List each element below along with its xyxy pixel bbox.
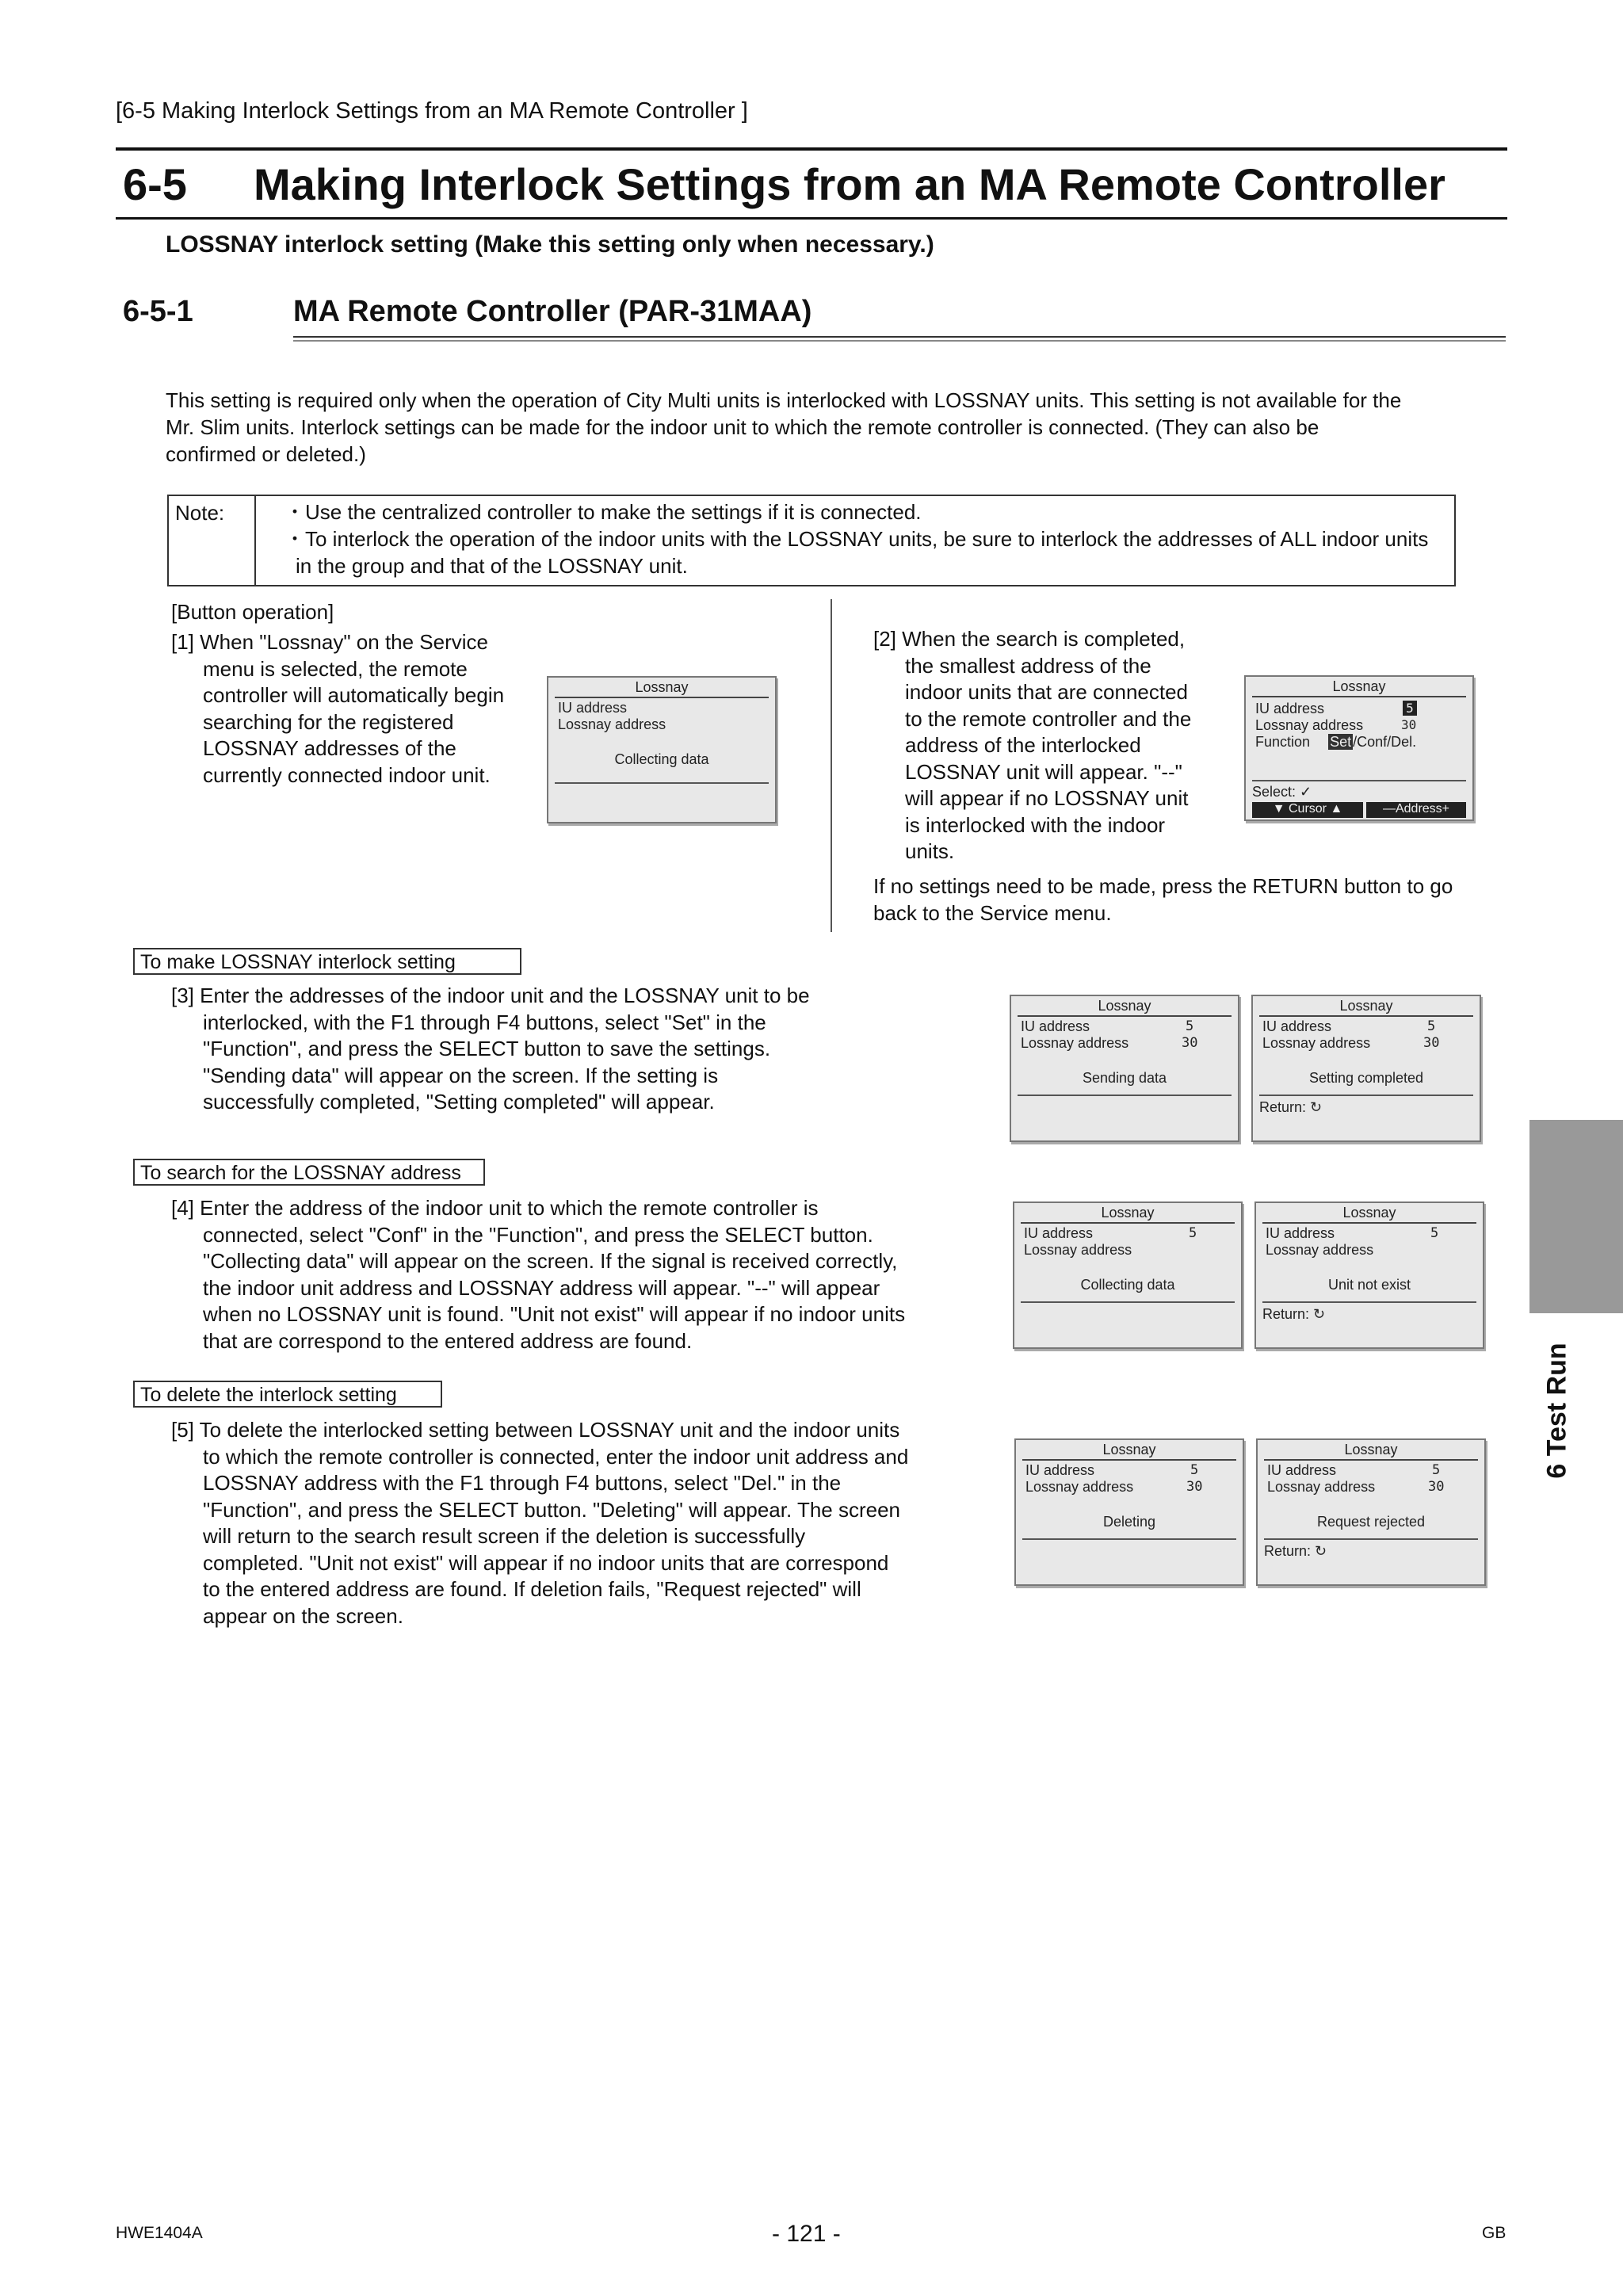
button-operation-label: [Button operation] (171, 600, 334, 624)
column-divider (831, 599, 832, 932)
side-tab-label: 6 Test Run (1541, 1343, 1572, 1479)
note-item: ・Use the centralized controller to make the settings if it is connected. (285, 500, 922, 524)
lcd-screen-not-exist: Lossnay IU address Lossnay address 5 Unit not exist Return: ↻ (1254, 1201, 1484, 1349)
region-code: GB (1482, 2224, 1507, 2242)
lcd-screen-search-result: Lossnay IU address Lossnay address Function Set /Conf/Del. 5 30 Select: ✓ ▼ Cursor ▲ —Address+ (1244, 675, 1474, 821)
label-make-setting: To make LOSSNAY interlock setting (133, 948, 521, 975)
header-rule (116, 147, 1507, 151)
running-header: [6-5 Making Interlock Settings from an MA Remote Controller ] (116, 98, 748, 124)
side-tab-marker (1529, 1120, 1623, 1313)
step-5: [5] To delete the interlocked setting between LOSSNAY unit and the indoor units to which the remote controller is connected, enter the indoor unit address and LOSSNAY address with the F1 through F4 buttons, select "Del." in the "Function", and press the SELECT button. "Deleting" will appear. The screen will return to the search result screen if the deletion is successfully completed. "Unit not exist" will appear if no indoor units that are correspond to the entered address are found. If deletion fails, "Request rejected" will appear on the screen. (171, 1418, 909, 1628)
page-number: - 121 - (772, 2221, 841, 2247)
step-2-after: If no settings need to be made, press the RETURN button to go back to the Service menu. (873, 874, 1453, 925)
step-4: [4] Enter the address of the indoor unit to which the remote controller is connected, select "Conf" in the "Function", and press the SELECT button. "Collecting data" will appear on the screen. If the signal is received correctly, the indoor unit address and LOSSNAY address will appear. "--" will appear when no LOSSNAY unit is found. "Unit not exist" will appear if no indoor units that are correspond to the entered address are found. (171, 1196, 906, 1353)
step-3: [3] Enter the addresses of the indoor unit and the LOSSNAY unit to be interlocked, with the F1 through F4 buttons, select "Set" in the "Function", and press the SELECT button to save the settings. "Sending data" will appear on the screen. If the setting is successfully completed, "Setting completed" will appear. (171, 984, 810, 1114)
note-item: ・To interlock the operation of the indoor units with the LOSSNAY units, be sure to interlock the addresses of ALL indoor units in the group and that of the LOSSNAY unit. (285, 527, 1429, 578)
step-2: [2] When the search is completed, the smallest address of the indoor units that are connected to the remote controller and the address of the interlocked LOSSNAY unit will appear. "--" will appear if no LOSSNAY unit is interlocked with the indoor units. (873, 627, 1192, 863)
subsection-title: MA Remote Controller (PAR-31MAA) (293, 295, 812, 328)
return-icon: ↻ (1313, 1306, 1326, 1322)
intro-paragraph: This setting is required only when the operation of City Multi units is interlocked with LOSSNAY units. This setting is not available for the Mr. Slim units. Interlock settings can be made for the indoor unit to which the remote controller is connected. (They can also be confirmed or deleted.) (166, 388, 1402, 466)
step-1: [1] When "Lossnay" on the Service menu is selected, the remote controller will automatically begin searching for the registered LOSSNAY addresses of the currently connected indoor unit. (171, 630, 505, 787)
return-icon: ↻ (1310, 1099, 1323, 1115)
doc-code: HWE1404A (116, 2224, 203, 2242)
note-divider (254, 496, 256, 585)
lcd-screen-collecting-2: Lossnay IU address Lossnay address 5 Collecting data (1013, 1201, 1243, 1349)
section-title: Making Interlock Settings from an MA Remote Controller (254, 159, 1445, 209)
note-box (167, 495, 1456, 586)
lead-text: LOSSNAY interlock setting (Make this setting only when necessary.) (166, 231, 934, 258)
section-number: 6-5 (123, 159, 187, 209)
lcd-screen-deleting: Lossnay IU address Lossnay address 5 30 Deleting (1014, 1438, 1244, 1586)
subsection-number: 6-5-1 (123, 295, 193, 328)
label-delete: To delete the interlock setting (133, 1381, 442, 1408)
lcd-screen-completed: Lossnay IU address Lossnay address 5 30 Setting completed Return: ↻ (1251, 995, 1481, 1142)
lcd-screen-sending: Lossnay IU address Lossnay address 5 30 Sending data (1010, 995, 1239, 1142)
section-rule (116, 217, 1507, 220)
lcd-screen-collecting: Lossnay IU address Lossnay address Collecting data (547, 676, 777, 823)
subsection-rule (293, 336, 1506, 342)
return-icon: ↻ (1315, 1543, 1327, 1559)
label-search: To search for the LOSSNAY address (133, 1159, 485, 1186)
lcd-screen-rejected: Lossnay IU address Lossnay address 5 30 Request rejected Return: ↻ (1256, 1438, 1486, 1586)
note-label: Note: (175, 501, 225, 525)
